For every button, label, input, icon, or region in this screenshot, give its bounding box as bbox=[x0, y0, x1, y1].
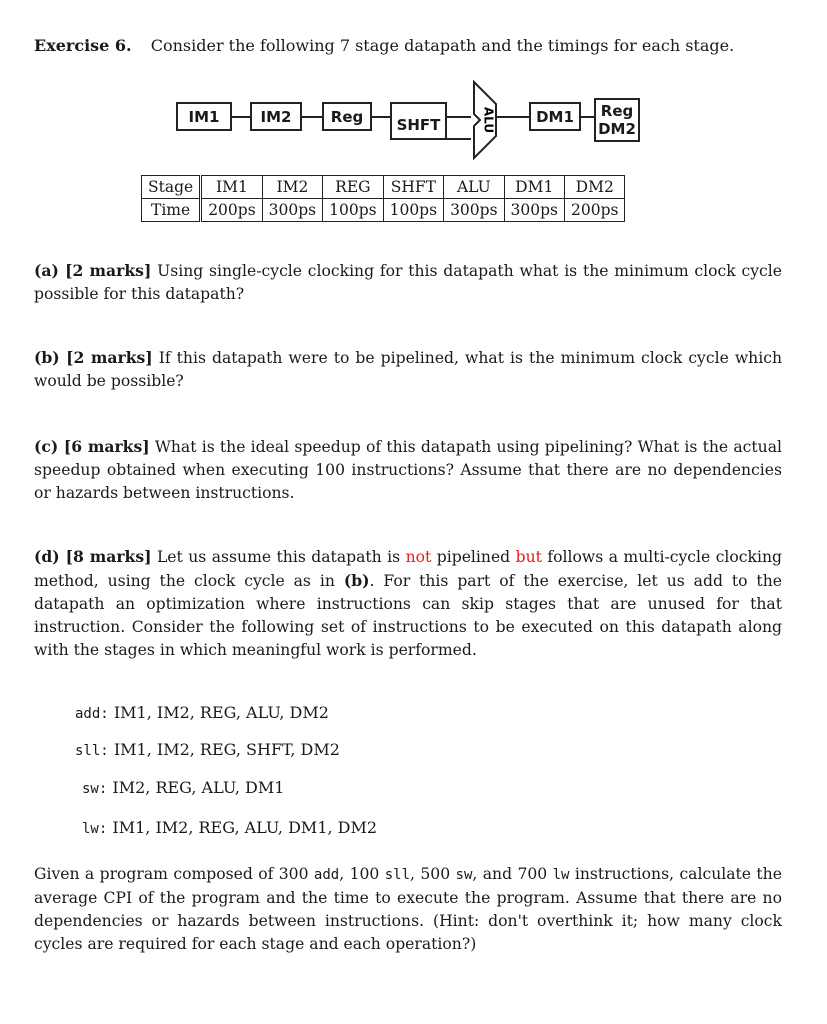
closing-sll: sll bbox=[384, 867, 411, 883]
closing-text: , 100 bbox=[339, 865, 380, 883]
stage-cell: REG bbox=[323, 176, 383, 199]
part-c bbox=[34, 435, 782, 505]
part-d-but: but bbox=[515, 548, 542, 566]
instruction-stages: IM1, IM2, REG, ALU, DM1, DM2 bbox=[112, 818, 378, 837]
part-a-label: (a) [2 marks] bbox=[34, 261, 152, 280]
instruction-add bbox=[75, 703, 329, 722]
shft-box bbox=[390, 102, 447, 140]
alu-shape bbox=[466, 80, 502, 160]
reg-label: Reg bbox=[330, 107, 364, 126]
part-c-label: (c) [6 marks] bbox=[34, 437, 150, 456]
time-cell: 300ps bbox=[262, 199, 322, 222]
instruction-name: lw: bbox=[82, 821, 108, 837]
exercise-intro: Consider the following 7 stage datapath and the timings for each stage. bbox=[150, 36, 735, 55]
instruction-sw bbox=[82, 778, 284, 797]
part-d-text: . For this part of the exercise, let us add to the datapath an optimization where instructions can skip stages that are unused for that instruction. Consider the following set of instructions to be executed on this datapath along with the stages in which meaningful work is performed. bbox=[34, 572, 782, 659]
part-d-text: Let us assume this datapath is bbox=[156, 548, 401, 566]
instruction-stages: IM2, REG, ALU, DM1 bbox=[112, 778, 285, 797]
instruction-name: sw: bbox=[82, 781, 108, 797]
im2-box bbox=[250, 102, 302, 131]
instruction-lw bbox=[82, 818, 377, 837]
time-cell: 300ps bbox=[444, 199, 504, 222]
stage-cell: SHFT bbox=[383, 176, 443, 199]
time-cell: 200ps bbox=[565, 199, 625, 222]
stage-cell: DM2 bbox=[565, 176, 625, 199]
dm1-label: DM1 bbox=[536, 107, 574, 126]
stage-timing-table bbox=[141, 175, 625, 222]
time-cell: 100ps bbox=[323, 199, 383, 222]
im2-label: IM2 bbox=[260, 107, 292, 126]
time-cell: 200ps bbox=[201, 199, 262, 222]
closing-lw: lw bbox=[552, 867, 570, 883]
part-c-text: What is the ideal speedup of this datapath using pipelining? What is the actual speedup obtained when executing 100 instructions? Assume that there are no dependencies or hazards between instructions. bbox=[34, 438, 782, 502]
im1-box bbox=[176, 102, 232, 131]
shft-label: SHFT bbox=[396, 116, 441, 134]
stage-cell: ALU bbox=[444, 176, 504, 199]
time-cell: 300ps bbox=[504, 199, 564, 222]
time-header: Time bbox=[142, 199, 201, 222]
closing-sw: sw bbox=[455, 867, 473, 883]
reg-dm2-bottom-label: DM2 bbox=[598, 120, 636, 138]
time-cell: 100ps bbox=[383, 199, 443, 222]
closing-text: instructions, calculate the average CPI of the program and the time to execute the program. Assume that there are no dependencies or hazards between instructions. (Hint: don't overthink it; how many clock cycles are required for each stage and each operation?) bbox=[34, 865, 782, 953]
stage-cell: DM1 bbox=[504, 176, 564, 199]
part-b-label: (b) [2 marks] bbox=[34, 348, 153, 367]
stage-cell: IM2 bbox=[262, 176, 322, 199]
reg-dm2-top-label: Reg bbox=[600, 102, 634, 120]
datapath-diagram bbox=[0, 0, 827, 170]
im1-label: IM1 bbox=[188, 107, 220, 126]
part-d-ref: (b) bbox=[343, 571, 370, 590]
instruction-name: add: bbox=[75, 706, 109, 722]
part-d-text: follows a multi-cycle clocking method, using the clock cycle as in bbox=[34, 548, 783, 590]
part-b-text: If this datapath were to be pipelined, what is the minimum clock cycle which would be possible? bbox=[34, 349, 782, 390]
part-d-text: pipelined bbox=[436, 548, 511, 566]
instruction-stages: IM1, IM2, REG, ALU, DM2 bbox=[113, 703, 329, 722]
stage-header: Stage bbox=[142, 176, 201, 199]
exercise-label: Exercise 6. bbox=[34, 36, 132, 55]
closing-text: Given a program composed of 300 bbox=[34, 865, 309, 883]
part-a bbox=[34, 259, 782, 306]
instruction-stages: IM1, IM2, REG, SHFT, DM2 bbox=[113, 740, 340, 759]
alu-label: ALU bbox=[481, 106, 496, 134]
reg-dm2-box bbox=[594, 98, 640, 142]
instruction-name: sll: bbox=[75, 743, 109, 759]
closing-text: , and 700 bbox=[472, 865, 548, 883]
part-d-label: (d) [8 marks] bbox=[34, 547, 152, 566]
stage-cell: IM1 bbox=[201, 176, 262, 199]
table-row bbox=[142, 199, 625, 222]
table-row bbox=[142, 176, 625, 199]
instruction-sll bbox=[75, 740, 340, 759]
part-d-not: not bbox=[405, 548, 432, 566]
part-b bbox=[34, 346, 782, 393]
part-d bbox=[34, 545, 782, 662]
closing-text: , 500 bbox=[410, 865, 451, 883]
part-a-text: Using single-cycle clocking for this datapath what is the minimum clock cycle possible for this datapath? bbox=[34, 262, 782, 303]
closing-add: add bbox=[313, 867, 340, 883]
closing-paragraph bbox=[34, 863, 782, 956]
reg-box bbox=[322, 102, 372, 131]
dm1-box bbox=[529, 102, 581, 131]
